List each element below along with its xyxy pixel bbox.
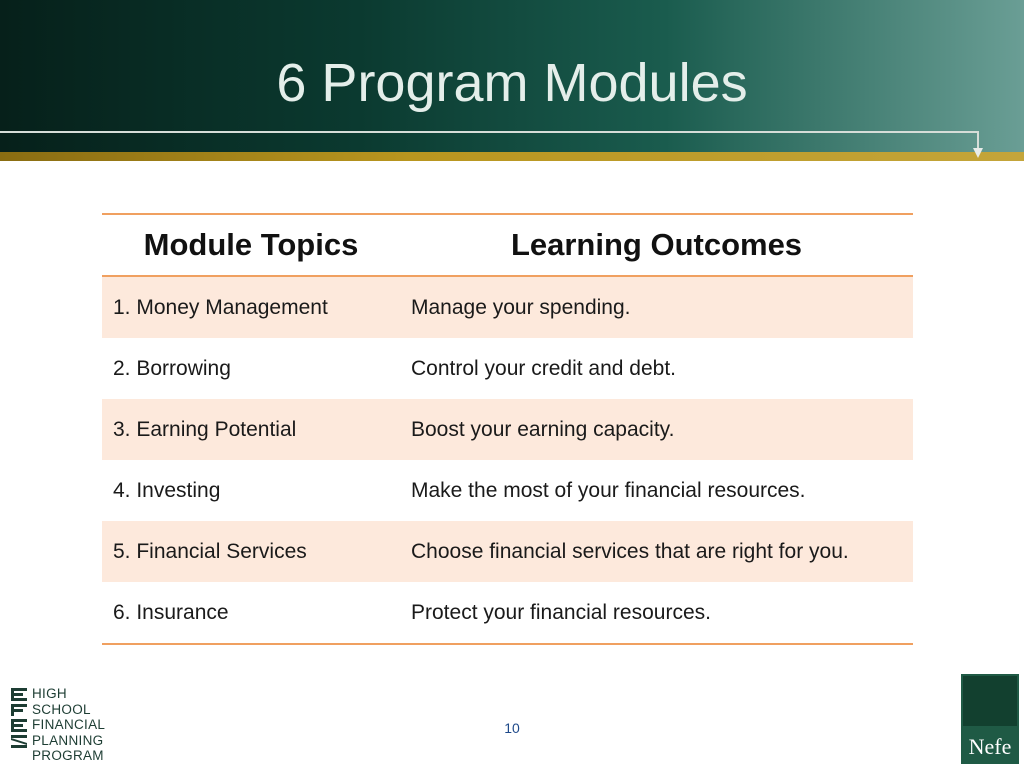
program-line: FINANCIAL	[32, 717, 106, 732]
logo-wordmark: Nefe	[968, 734, 1012, 759]
table-row	[102, 460, 913, 521]
learning-outcome: Protect your financial resources.	[400, 582, 913, 644]
nefe-program-logo	[8, 686, 128, 763]
table-row	[102, 521, 913, 582]
module-topic: 5. Financial Services	[102, 521, 400, 582]
learning-outcome: Make the most of your financial resources.	[411, 478, 806, 502]
program-line: PROGRAM	[32, 748, 104, 763]
nefe-letters-icon	[8, 686, 30, 750]
table-row	[102, 399, 913, 460]
module-topic: 1. Money Management	[102, 276, 400, 338]
program-line: PLANNING	[32, 732, 104, 748]
header-rule-tick	[977, 131, 979, 149]
gold-accent-bar	[0, 152, 1024, 161]
page-number: 10	[504, 720, 520, 736]
header-rule	[0, 131, 978, 133]
learning-outcome: Choose financial services that are right for you.	[400, 521, 913, 582]
slide-title: 6 Program Modules	[276, 53, 748, 113]
table-header-row	[102, 214, 913, 276]
logo-panel	[963, 676, 1017, 726]
program-line: HIGH SCHOOL	[32, 686, 91, 717]
table-row	[102, 276, 913, 338]
arrow-down-icon	[973, 148, 983, 158]
learning-outcome: Boost your earning capacity.	[400, 399, 913, 460]
header-module-topics: Module Topics	[102, 214, 400, 276]
slide-header	[0, 0, 1024, 160]
table-row	[102, 338, 913, 399]
learning-outcome: Manage your spending.	[400, 276, 913, 338]
header-learning-outcomes: Learning Outcomes	[400, 214, 913, 276]
table-row	[102, 582, 913, 644]
module-topic: 6. Insurance	[102, 582, 400, 644]
nefe-brand-logo	[961, 674, 1019, 764]
nefe-program-text	[32, 686, 128, 764]
module-topic: 4. Investing	[113, 478, 221, 502]
modules-table	[102, 213, 913, 645]
learning-outcome: Control your credit and debt.	[411, 356, 676, 380]
module-topic: 3. Earning Potential	[102, 399, 400, 460]
module-topic: 2. Borrowing	[113, 356, 231, 380]
